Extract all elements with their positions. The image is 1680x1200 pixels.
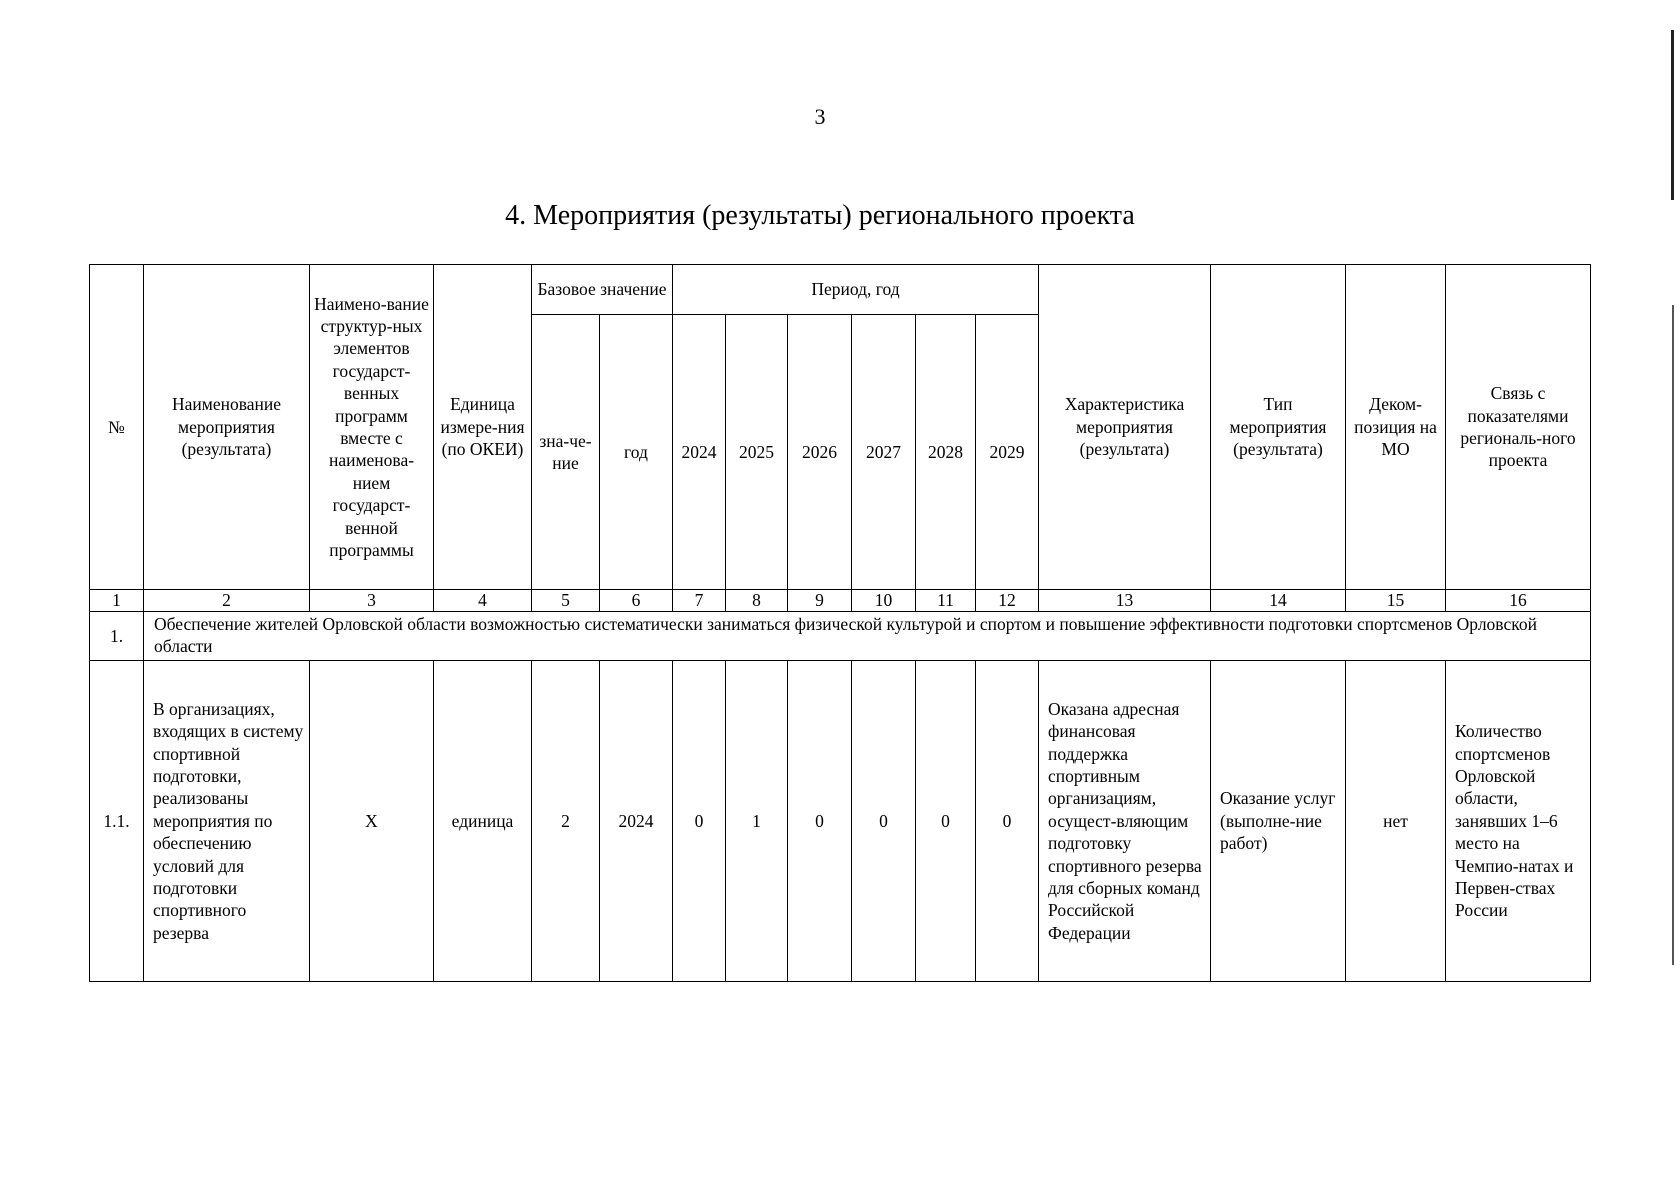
column-number: 15 bbox=[1346, 590, 1446, 612]
row-year-value: 0 bbox=[852, 661, 916, 982]
row-decomposition: нет bbox=[1346, 661, 1446, 982]
header-year: 2028 bbox=[916, 315, 976, 590]
row-name: В организациях, входящих в систему спортивной подготовки, реализованы мероприятия по обеспечению условий для подготовки спортивного резерва bbox=[144, 661, 310, 982]
header-structural: Наимено-вание структур-ных элементов государст-венных программ вместе с наименова-нием государст-венной программы bbox=[310, 265, 434, 590]
page-number: 3 bbox=[814, 104, 826, 129]
row-link: Количество спортсменов Орловской области, занявших 1–6 место на Чемпио-натах и Первен-ствах России bbox=[1446, 661, 1591, 982]
header-year: 2027 bbox=[852, 315, 916, 590]
section-no: 1. bbox=[90, 612, 144, 661]
header-characteristic: Характеристика мероприятия (результата) bbox=[1039, 265, 1211, 590]
row-year-value: 0 bbox=[788, 661, 852, 982]
table-row bbox=[90, 661, 1591, 982]
header-no: № bbox=[90, 265, 144, 590]
scan-edge-mark bbox=[1672, 305, 1674, 965]
column-number: 1 bbox=[90, 590, 144, 612]
header-base-value: зна-че-ние bbox=[532, 315, 600, 590]
header-base-year: год bbox=[600, 315, 673, 590]
row-type: Оказание услуг (выполне-ние работ) bbox=[1211, 661, 1346, 982]
column-number: 3 bbox=[310, 590, 434, 612]
column-number: 9 bbox=[788, 590, 852, 612]
scan-edge-mark bbox=[1671, 30, 1674, 200]
row-year-value: 0 bbox=[976, 661, 1039, 982]
row-characteristic: Оказана адресная финансовая поддержка спортивным организациям, осущест-вляющим подготовку спортивного резерва для сборных команд Российской Федерации bbox=[1039, 661, 1211, 982]
header-type: Тип мероприятия (результата) bbox=[1211, 265, 1346, 590]
column-number: 7 bbox=[673, 590, 726, 612]
measures-table bbox=[89, 264, 1591, 982]
column-number: 16 bbox=[1446, 590, 1591, 612]
column-number: 6 bbox=[600, 590, 673, 612]
header-unit: Единица измере-ния (по ОКЕИ) bbox=[434, 265, 532, 590]
column-number: 4 bbox=[434, 590, 532, 612]
header-link: Связь с показателями региональ-ного проекта bbox=[1446, 265, 1591, 590]
row-structural: Х bbox=[310, 661, 434, 982]
column-number: 5 bbox=[532, 590, 600, 612]
column-number: 10 bbox=[852, 590, 916, 612]
header-decomposition: Деком-позиция на МО bbox=[1346, 265, 1446, 590]
header-year: 2024 bbox=[673, 315, 726, 590]
column-number-row bbox=[90, 590, 1591, 612]
header-name: Наименование мероприятия (результата) bbox=[144, 265, 310, 590]
header-year: 2026 bbox=[788, 315, 852, 590]
section-name: Обеспечение жителей Орловской области возможностью систематически заниматься физической культурой и спортом и повышение эффективности подготовки спортсменов Орловской области bbox=[144, 612, 1591, 661]
row-year-value: 0 bbox=[673, 661, 726, 982]
row-base-year: 2024 bbox=[600, 661, 673, 982]
header-year: 2025 bbox=[726, 315, 788, 590]
row-no: 1.1. bbox=[90, 661, 144, 982]
row-year-value: 1 bbox=[726, 661, 788, 982]
row-year-value: 0 bbox=[916, 661, 976, 982]
column-number: 13 bbox=[1039, 590, 1211, 612]
column-number: 2 bbox=[144, 590, 310, 612]
header-period: Период, год bbox=[673, 265, 1039, 315]
row-unit: единица bbox=[434, 661, 532, 982]
column-number: 12 bbox=[976, 590, 1039, 612]
header-base: Базовое значение bbox=[532, 265, 673, 315]
header-year: 2029 bbox=[976, 315, 1039, 590]
section-row bbox=[90, 612, 1591, 661]
row-base-value: 2 bbox=[532, 661, 600, 982]
column-number: 14 bbox=[1211, 590, 1346, 612]
column-number: 8 bbox=[726, 590, 788, 612]
column-number: 11 bbox=[916, 590, 976, 612]
section-title: 4. Мероприятия (результаты) регионального проекта bbox=[505, 200, 1135, 231]
